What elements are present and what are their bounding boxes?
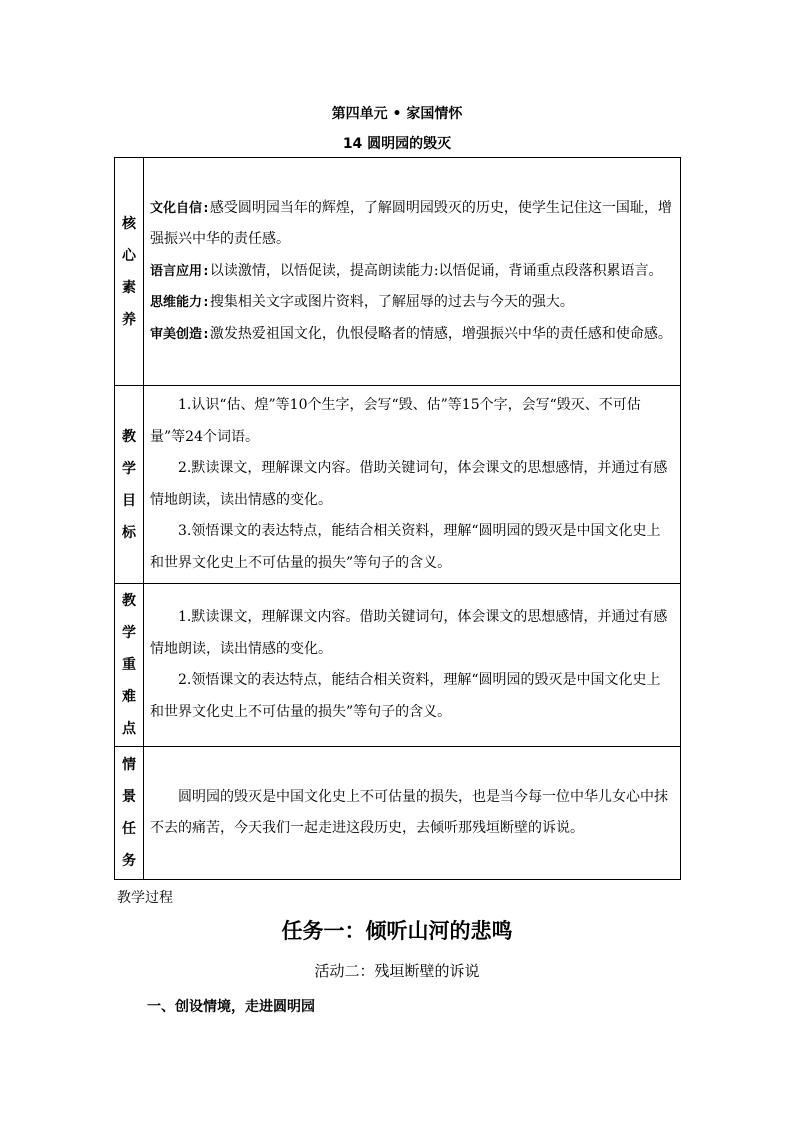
core-item-culture	[150, 193, 674, 256]
label-char: 心	[122, 247, 136, 264]
label-char: 目	[122, 492, 136, 509]
core-item-lead: 语言应用:	[150, 263, 210, 279]
key-point-item: 2.领悟课文的表达特点，能结合相关资料，理解“圆明园的毁灭是中国文化史上和世界文化史上不可估量的损失”等句子的含义。	[150, 672, 661, 720]
task-title: 任务一：倾听山河的悲鸣	[281, 919, 513, 943]
label-char: 任	[122, 821, 136, 837]
core-item-language	[150, 256, 674, 288]
lesson-title: 14 圆明园的毁灭	[342, 136, 452, 152]
goal-item: 1.认识“估、煌”等10个生字，会写“毁、估”等15个字，会写“毁灭、不可估量”等24个词语。	[150, 397, 641, 445]
activity-title: 活动二：残垣断壁的诉说	[314, 962, 480, 980]
label-char: 养	[122, 311, 136, 328]
label-char: 核	[122, 215, 136, 232]
label-char: 重	[122, 657, 136, 673]
row-label-teaching-goals	[115, 386, 144, 584]
teaching-process-label: 教学过程	[117, 890, 173, 906]
scenario-task-content	[144, 747, 681, 880]
core-item-text: 激发热爱祖国文化，仇恨侵略者的情感，增强振兴中华的责任感和使命感。	[209, 325, 672, 342]
unit-title: 第四单元 • 家国情怀	[331, 106, 463, 122]
core-item-lead: 审美创造:	[150, 326, 210, 342]
core-item-text: 感受圆明园当年的辉煌，了解圆明园毁灭的历史，使学生记住这一国耻，增强振兴中华的责任感。	[150, 199, 672, 248]
table-row-scenario-task	[115, 747, 681, 880]
goal-item: 2.默读课文，理解课文内容。借助关键词句，体会课文的思想感情，并通过有感情地朗读，读出情感的变化。	[150, 460, 668, 508]
core-item-lead: 思维能力:	[150, 295, 210, 311]
table-row-core-literacy	[115, 158, 681, 386]
core-item-aesthetic	[150, 319, 674, 351]
label-char: 务	[122, 853, 136, 869]
core-item-thinking	[150, 287, 674, 319]
label-char: 素	[122, 279, 136, 296]
key-points-content	[144, 584, 681, 747]
core-item-lead: 文化自信:	[150, 200, 210, 216]
table-row-key-points	[115, 584, 681, 747]
label-char: 教	[122, 428, 136, 445]
label-char: 情	[122, 757, 136, 773]
label-char: 景	[122, 789, 136, 805]
label-char: 标	[122, 524, 136, 541]
scenario-text: 圆明园的毁灭是中国文化史上不可估量的损失，也是当今每一位中华儿女心中抹不去的痛苦，今天我们一起走进这段历史，去倾听那残垣断壁的诉说。	[150, 788, 668, 836]
row-label-core-literacy	[115, 158, 144, 386]
label-char: 难	[122, 689, 136, 705]
core-item-text: 以读激情，以悟促读，提高朗读能力:以悟促诵，背诵重点段落积累语言。	[209, 262, 663, 279]
goal-item: 3.领悟课文的表达特点，能结合相关资料，理解“圆明园的毁灭是中国文化史上和世界文化史上不可估量的损失”等句子的含义。	[150, 523, 661, 571]
row-label-scenario-task	[115, 747, 144, 880]
table-row-teaching-goals	[115, 386, 681, 584]
section-title: 一、创设情境，走进圆明园	[147, 999, 315, 1015]
label-char: 学	[122, 460, 136, 477]
label-char: 教	[122, 593, 136, 609]
row-label-key-points	[115, 584, 144, 747]
label-char: 点	[122, 721, 136, 737]
key-point-item: 1.默读课文，理解课文内容。借助关键词句，体会课文的思想感情，并通过有感情地朗读，读出情感的变化。	[150, 609, 668, 657]
core-item-text: 搜集相关文字或图片资料，了解屈辱的过去与今天的强大。	[209, 294, 574, 311]
label-char: 学	[122, 625, 136, 641]
lesson-plan-table	[114, 157, 681, 880]
teaching-goals-content	[144, 386, 681, 584]
core-literacy-content	[144, 158, 681, 386]
